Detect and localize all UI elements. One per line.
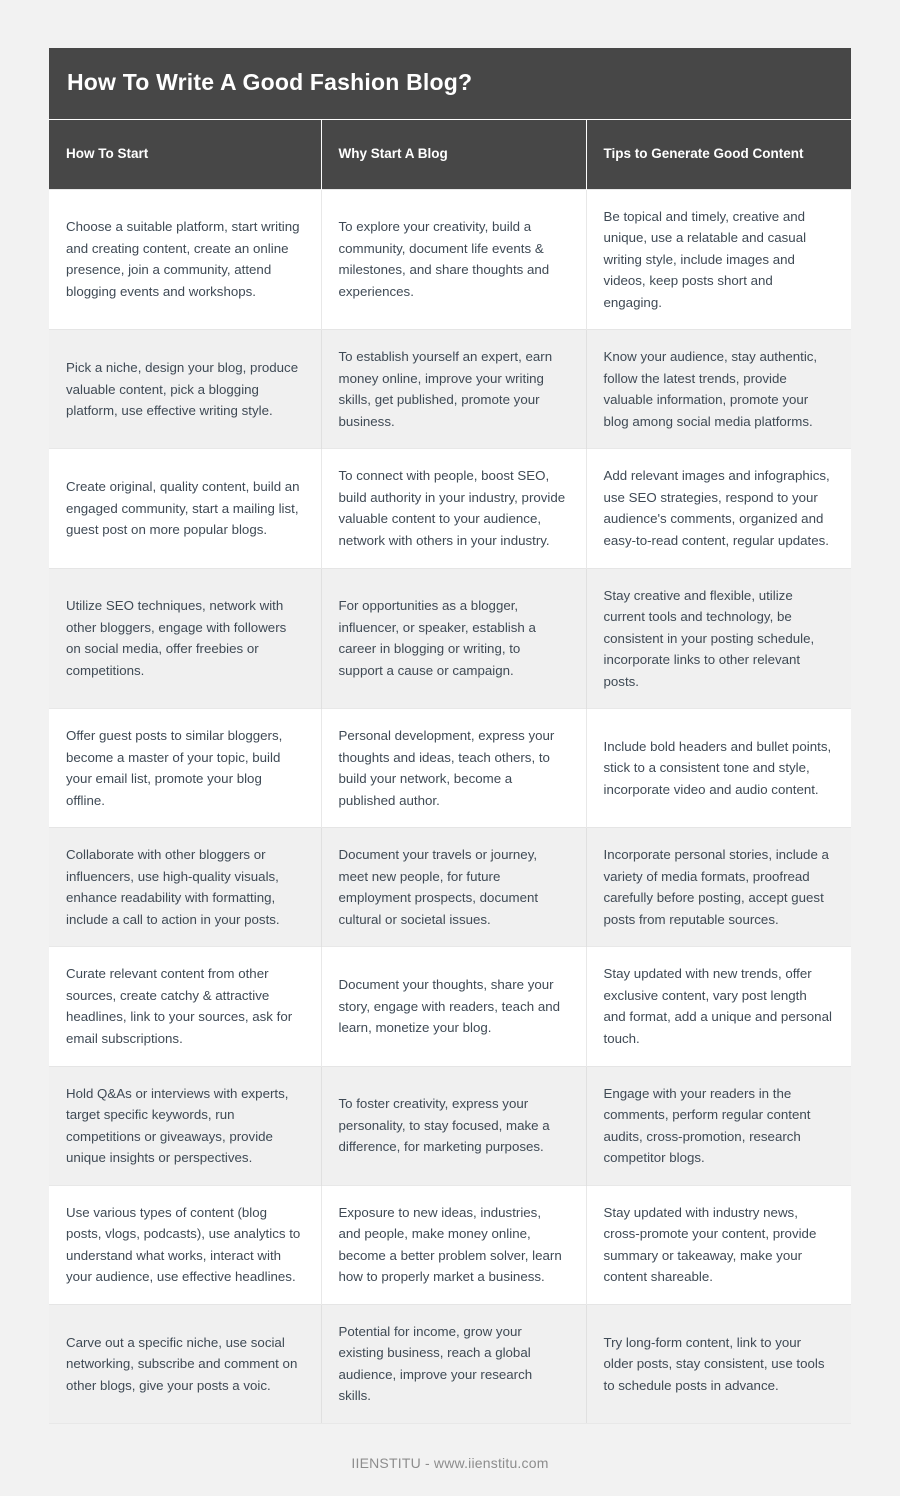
table-row (49, 1066, 851, 1185)
table-row (49, 1304, 851, 1423)
table-cell: Choose a suitable platform, start writing and creating content, create an online presence, join a community, attend blogging events and workshops. (49, 189, 321, 330)
table-cell: Carve out a specific niche, use social networking, subscribe and comment on other blogs, give your posts a voic. (49, 1304, 321, 1423)
column-header-why-start-a-blog: Why Start A Blog (321, 119, 586, 189)
table-row (49, 568, 851, 709)
table-row (49, 947, 851, 1066)
table-row (49, 828, 851, 947)
table-cell: Create original, quality content, build an engaged community, start a mailing list, guest post on more popular blogs. (49, 449, 321, 568)
table-cell: Stay updated with new trends, offer exclusive content, vary post length and format, add a unique and personal touch. (586, 947, 851, 1066)
table-cell: Try long-form content, link to your older posts, stay consistent, use tools to schedule posts in advance. (586, 1304, 851, 1423)
table-cell: Hold Q&As or interviews with experts, target specific keywords, run competitions or giveaways, provide unique insights or perspectives. (49, 1066, 321, 1185)
table-cell: Know your audience, stay authentic, follow the latest trends, provide valuable information, promote your blog among social media platforms. (586, 330, 851, 449)
table-cell: Curate relevant content from other sources, create catchy & attractive headlines, link to your sources, ask for email subscriptions. (49, 947, 321, 1066)
table-cell: To explore your creativity, build a community, document life events & milestones, and share thoughts and experiences. (321, 189, 586, 330)
table-cell: To establish yourself an expert, earn money online, improve your writing skills, get published, promote your business. (321, 330, 586, 449)
table-cell: To foster creativity, express your personality, to stay focused, make a difference, for marketing purposes. (321, 1066, 586, 1185)
table-header-row (49, 119, 851, 189)
table-row (49, 449, 851, 568)
table-cell: Include bold headers and bullet points, stick to a consistent tone and style, incorporate video and audio content. (586, 709, 851, 828)
table-cell: Collaborate with other bloggers or influencers, use high-quality visuals, enhance readability with formatting, include a call to action in your posts. (49, 828, 321, 947)
table-body (49, 189, 851, 1423)
table-cell: Potential for income, grow your existing business, reach a global audience, improve your research skills. (321, 1304, 586, 1423)
table-row (49, 1185, 851, 1304)
table-cell: Offer guest posts to similar bloggers, become a master of your topic, build your email list, promote your blog offline. (49, 709, 321, 828)
table-head (49, 119, 851, 189)
column-header-tips-to-generate-good-content: Tips to Generate Good Content (586, 119, 851, 189)
table-cell: Document your travels or journey, meet new people, for future employment prospects, document cultural or societal issues. (321, 828, 586, 947)
table-row (49, 189, 851, 330)
footer-attribution: IIENSTITU - www.iienstitu.com (351, 1454, 549, 1471)
table-cell: Add relevant images and infographics, use SEO strategies, respond to your audience's comments, organized and easy-to-read content, regular updates. (586, 449, 851, 568)
infographic-card (49, 48, 851, 1424)
column-header-how-to-start: How To Start (49, 119, 321, 189)
table-cell: Stay updated with industry news, cross-promote your content, provide summary or takeaway, make your content shareable. (586, 1185, 851, 1304)
table-cell: Personal development, express your thoughts and ideas, teach others, to build your network, become a published author. (321, 709, 586, 828)
table-cell: To connect with people, boost SEO, build authority in your industry, provide valuable content to your audience, network with others in your industry. (321, 449, 586, 568)
table-cell: Use various types of content (blog posts, vlogs, podcasts), use analytics to understand what works, interact with your audience, use effective headlines. (49, 1185, 321, 1304)
title-bar (49, 48, 851, 119)
table-cell: Engage with your readers in the comments, perform regular content audits, cross-promotion, research competitor blogs. (586, 1066, 851, 1185)
table-cell: Stay creative and flexible, utilize current tools and technology, be consistent in your posting schedule, incorporate links to other relevant posts. (586, 568, 851, 709)
table-cell: Pick a niche, design your blog, produce valuable content, pick a blogging platform, use effective writing style. (49, 330, 321, 449)
table-cell: Incorporate personal stories, include a variety of media formats, proofread carefully before posting, accept guest posts from reputable sources. (586, 828, 851, 947)
table-cell: Document your thoughts, share your story, engage with readers, teach and learn, monetize your blog. (321, 947, 586, 1066)
table-cell: For opportunities as a blogger, influencer, or speaker, establish a career in blogging or writing, to support a cause or campaign. (321, 568, 586, 709)
table-cell: Be topical and timely, creative and unique, use a relatable and casual writing style, include images and videos, keep posts short and engaging. (586, 189, 851, 330)
table-row (49, 709, 851, 828)
page-title: How To Write A Good Fashion Blog? (67, 69, 473, 95)
table-cell: Exposure to new ideas, industries, and people, make money online, become a better problem solver, learn how to properly market a business. (321, 1185, 586, 1304)
table-row (49, 330, 851, 449)
comparison-table (49, 119, 851, 1424)
table-cell: Utilize SEO techniques, network with other bloggers, engage with followers on social media, offer freebies or competitions. (49, 568, 321, 709)
